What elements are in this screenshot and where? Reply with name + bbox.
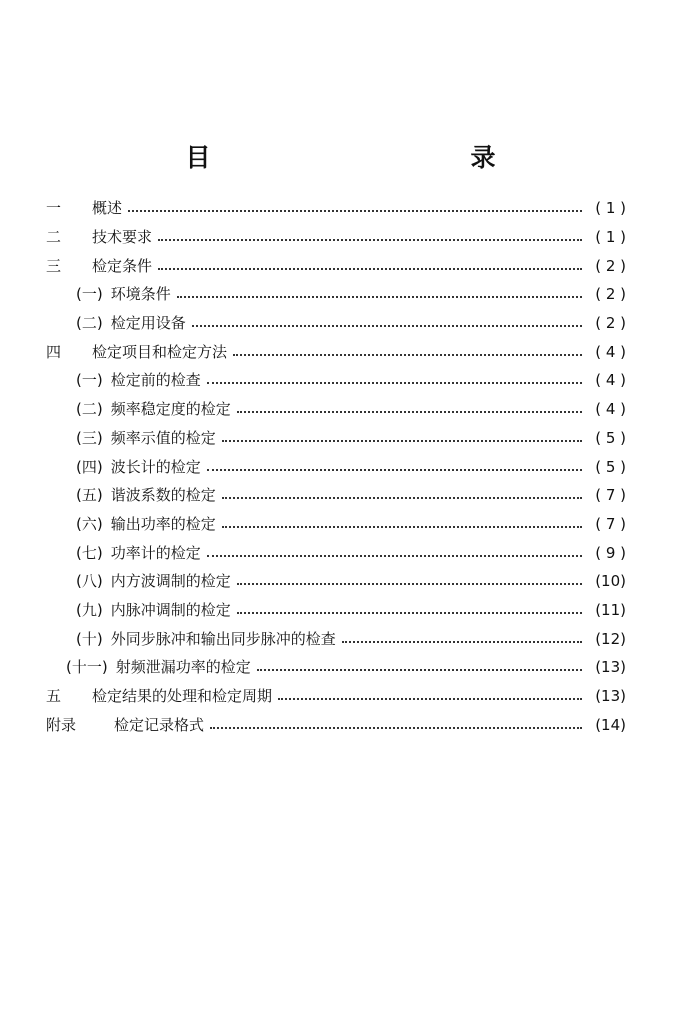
toc-entry-label: 射频泄漏功率的检定 <box>115 658 251 677</box>
dot-leader <box>192 325 582 327</box>
toc-entry-wavemeter <box>46 452 626 481</box>
dot-leader <box>177 296 582 298</box>
toc-entry-page: ( 7 ) <box>595 486 626 505</box>
page-title: 目 录 <box>185 143 566 172</box>
toc-entry-page: ( 5 ) <box>595 428 626 447</box>
toc-entry-number: (八) <box>76 572 103 591</box>
dot-leader <box>222 526 582 528</box>
toc-entry-label: 检定记录格式 <box>114 715 205 734</box>
toc-entry-pulse-modulation <box>46 596 626 625</box>
toc-entry-label: 检定前的检查 <box>110 371 201 390</box>
toc-entry-output-power <box>46 510 626 539</box>
toc-entry-page: ( 4 ) <box>595 400 626 419</box>
dot-leader <box>222 440 582 442</box>
toc-entry-label: 谐波系数的检定 <box>110 486 216 505</box>
toc-entry-label: 功率计的检定 <box>110 543 201 562</box>
toc-entry-page: ( 2 ) <box>595 285 626 304</box>
toc-entry-label: 外同步脉冲和输出同步脉冲的检查 <box>110 629 336 648</box>
toc-entry-page: ( 2 ) <box>595 256 626 275</box>
toc-entry-results-and-period <box>46 682 626 711</box>
dot-leader <box>278 698 582 700</box>
toc-entry-number: (二) <box>76 400 103 419</box>
toc-entry-number: (十一) <box>66 658 108 677</box>
toc-entry-number: (七) <box>76 543 103 562</box>
toc-entry-power-meter <box>46 538 626 567</box>
toc-entry-environment <box>46 280 626 309</box>
toc-entry-number: 三 <box>46 256 62 275</box>
dot-leader <box>222 497 582 499</box>
dot-leader <box>158 239 582 241</box>
toc-entry-appendix <box>46 710 626 739</box>
dot-leader <box>207 555 582 557</box>
toc-entry-number: 附录 <box>46 715 77 734</box>
toc-entry-technical-requirements <box>46 223 626 252</box>
toc-entry-frequency-indication <box>46 424 626 453</box>
toc-entry-page: (13) <box>595 687 626 706</box>
toc-entry-items-and-methods <box>46 337 626 366</box>
toc-entry-sync-pulse <box>46 624 626 653</box>
toc-entry-number: (四) <box>76 457 103 476</box>
toc-entry-number: (六) <box>76 514 103 533</box>
dot-leader <box>210 727 582 729</box>
toc-entry-page: (13) <box>595 658 626 677</box>
toc-entry-label: 环境条件 <box>110 285 171 304</box>
dot-leader <box>342 641 582 643</box>
toc-entry-page: (10) <box>595 572 626 591</box>
toc-entry-page: ( 5 ) <box>595 457 626 476</box>
toc-entry-verification-conditions <box>46 251 626 280</box>
dot-leader <box>233 354 582 356</box>
toc-entry-square-wave-modulation <box>46 567 626 596</box>
toc-entry-label: 技术要求 <box>92 228 153 247</box>
toc-entry-number: (二) <box>76 314 103 333</box>
toc-entry-label: 波长计的检定 <box>110 457 201 476</box>
toc-entry-number: 一 <box>46 199 62 218</box>
dot-leader <box>207 469 582 471</box>
toc-entry-number: (九) <box>76 600 103 619</box>
toc-entry-label: 内脉冲调制的检定 <box>110 600 231 619</box>
toc-entry-page: ( 4 ) <box>595 342 626 361</box>
dot-leader <box>207 382 582 384</box>
dot-leader <box>158 268 582 270</box>
dot-leader <box>237 411 582 413</box>
toc-entry-rf-leakage <box>46 653 626 682</box>
toc-entry-number: (一) <box>76 371 103 390</box>
toc-entry-label: 检定项目和检定方法 <box>92 342 228 361</box>
toc-entry-page: ( 2 ) <box>595 314 626 333</box>
toc-entry-page: ( 1 ) <box>595 228 626 247</box>
toc-entry-label: 检定条件 <box>92 256 153 275</box>
toc-entry-number: 五 <box>46 687 62 706</box>
toc-entry-label: 频率示值的检定 <box>110 428 216 447</box>
dot-leader <box>237 612 582 614</box>
dot-leader <box>128 210 582 212</box>
toc-entry-page: ( 1 ) <box>595 199 626 218</box>
toc-entry-number: (三) <box>76 428 103 447</box>
dot-leader <box>237 583 582 585</box>
toc-entry-pre-check <box>46 366 626 395</box>
toc-entry-overview <box>46 194 626 223</box>
table-of-contents <box>46 194 626 739</box>
toc-entry-label: 检定结果的处理和检定周期 <box>92 687 273 706</box>
toc-entry-label: 检定用设备 <box>110 314 186 333</box>
toc-entry-number: (五) <box>76 486 103 505</box>
toc-entry-number: 二 <box>46 228 62 247</box>
toc-entry-number: 四 <box>46 342 62 361</box>
toc-entry-page: (12) <box>595 629 626 648</box>
toc-entry-page: ( 7 ) <box>595 514 626 533</box>
dot-leader <box>257 669 582 671</box>
toc-entry-page: ( 4 ) <box>595 371 626 390</box>
toc-entry-frequency-stability <box>46 395 626 424</box>
toc-entry-label: 内方波调制的检定 <box>110 572 231 591</box>
toc-entry-equipment <box>46 309 626 338</box>
toc-entry-page: ( 9 ) <box>595 543 626 562</box>
toc-entry-page: (14) <box>595 715 626 734</box>
toc-entry-number: (十) <box>76 629 103 648</box>
toc-entry-label: 概述 <box>92 199 123 218</box>
toc-entry-label: 输出功率的检定 <box>110 514 216 533</box>
toc-entry-number: (一) <box>76 285 103 304</box>
toc-entry-harmonic-coefficient <box>46 481 626 510</box>
toc-entry-page: (11) <box>595 600 626 619</box>
toc-entry-label: 频率稳定度的检定 <box>110 400 231 419</box>
